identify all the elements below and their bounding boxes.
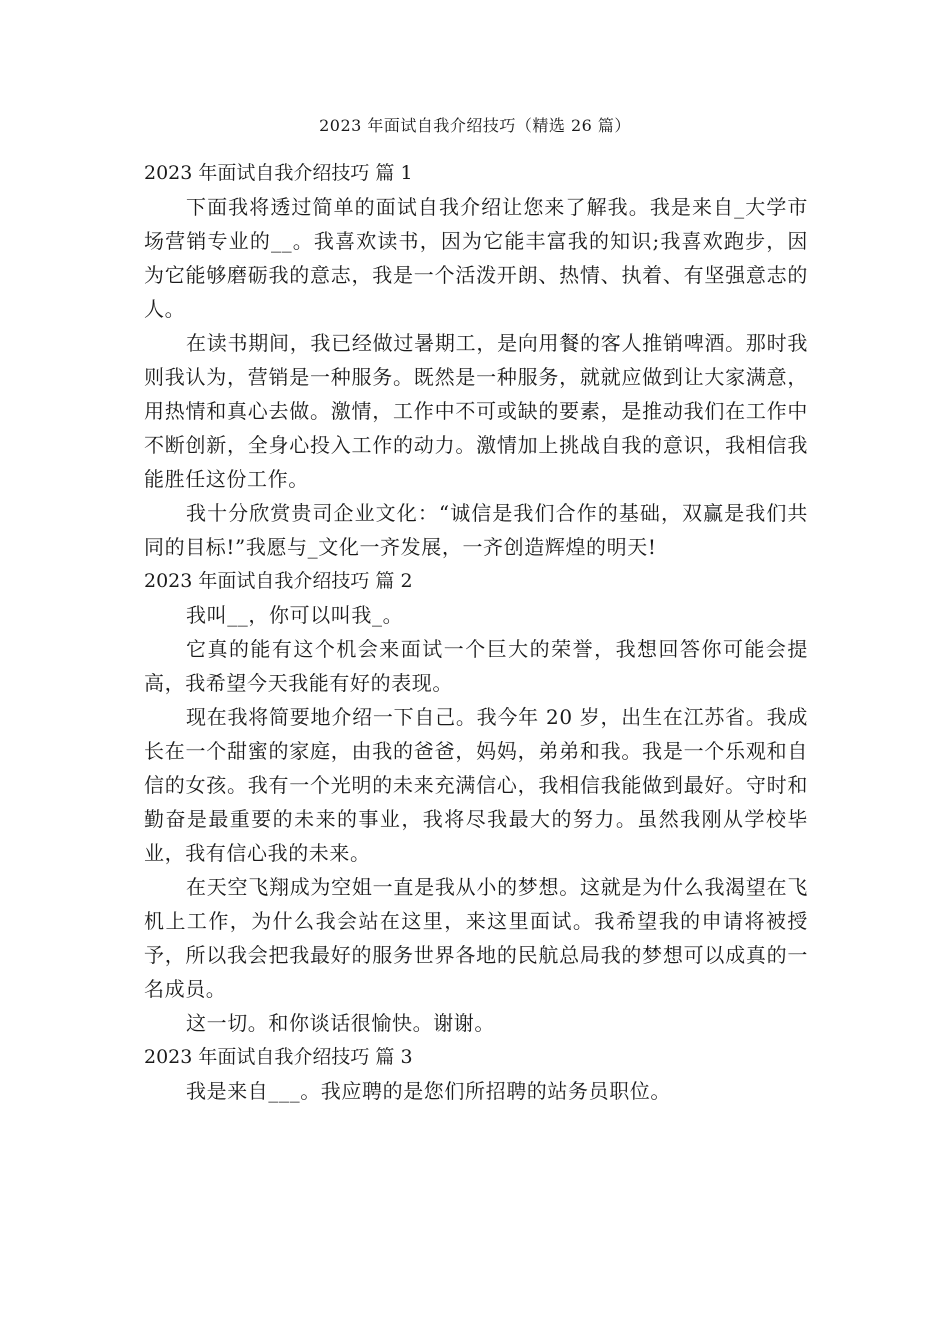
paragraph: 这一切。和你谈话很愉快。谢谢。 [186,1011,495,1035]
paragraph: 下面我将透过简单的面试自我介绍让您来了解我。我是来自_大学市场营销专业的__。我喜欢读书，因为它能丰富我的知识;我喜欢跑步，因为它能够磨砺我的意志，我是一个活泼开朗、热情、执着、有坚强意志的人。 [144,195,808,321]
paragraph: 我是来自___。我应聘的是您们所招聘的站务员职位。 [186,1079,671,1103]
paragraph: 在天空飞翔成为空姐一直是我从小的梦想。这就是为什么我渴望在飞机上工作，为什么我会站在这里，来这里面试。我希望我的申请将被授予，所以我会把我最好的服务世界各地的民航总局我的梦想可以成真的一名成员。 [144,875,808,1001]
paragraph: 我叫__，你可以叫我_。 [186,603,404,627]
document-body [144,156,808,1108]
paragraph: 它真的能有这个机会来面试一个巨大的荣誉，我想回答你可能会提高，我希望今天我能有好的表现。 [144,637,808,695]
paragraph: 我十分欣赏贵司企业文化：“诚信是我们合作的基础，双赢是我们共同的目标!”我愿与_文化一齐发展，一齐创造辉煌的明天! [144,501,808,559]
section-3 [144,1040,808,1108]
document-title: 2023 年面试自我介绍技巧（精选 26 篇） [319,116,631,135]
paragraph: 现在我将简要地介绍一下自己。我今年 20 岁，出生在江苏省。我成长在一个甜蜜的家庭，由我的爸爸，妈妈，弟弟和我。我是一个乐观和自信的女孩。我有一个光明的未来充满信心，我相信我能做到最好。守时和勤奋是最重要的未来的事业，我将尽我最大的努力。虽然我刚从学校毕业，我有信心我的未来。 [144,705,808,865]
section-heading: 2023 年面试自我介绍技巧 篇 1 [144,162,413,184]
section-heading: 2023 年面试自我介绍技巧 篇 2 [144,570,413,592]
section-2 [144,564,808,1040]
section-heading: 2023 年面试自我介绍技巧 篇 3 [144,1046,413,1068]
paragraph: 在读书期间，我已经做过暑期工，是向用餐的客人推销啤酒。那时我则我认为，营销是一种服务。既然是一种服务，就就应做到让大家满意，用热情和真心去做。激情，工作中不可或缺的要素，是推动我们在工作中不断创新，全身心投入工作的动力。激情加上挑战自我的意识，我相信我能胜任这份工作。 [144,331,808,491]
section-1 [144,156,808,564]
